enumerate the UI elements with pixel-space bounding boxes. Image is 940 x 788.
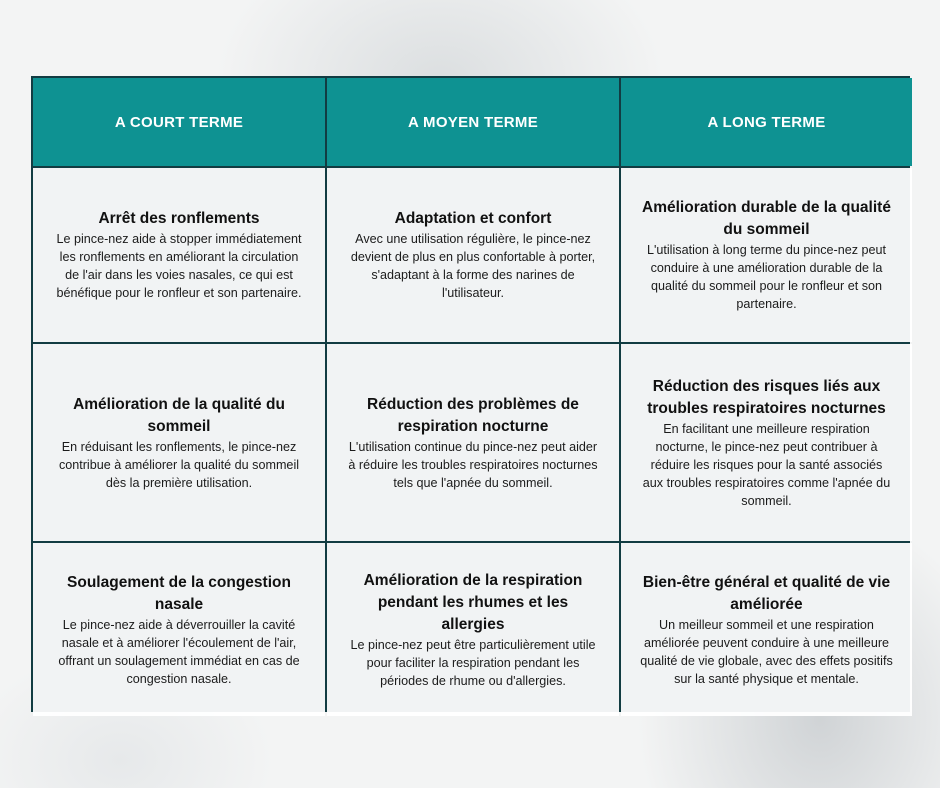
cell-title: Réduction des risques liés aux troubles respiratoires nocturnes — [647, 377, 886, 417]
cell-text: L'utilisation continue du pince-nez peut aider à réduire les troubles respiratoires nocturnes tels que l'apnée du sommeil. — [348, 439, 598, 490]
table-cell — [33, 168, 325, 342]
table-cell — [621, 168, 912, 342]
header-long-term: A LONG TERME — [621, 78, 912, 166]
table-cell — [327, 344, 619, 541]
cell-title: Amélioration de la qualité du sommeil — [73, 395, 285, 435]
cell-title: Bien-être général et qualité de vie améliorée — [642, 573, 891, 613]
cell-text: Le pince-nez aide à déverrouiller la cavité nasale et à améliorer l'écoulement de l'air, offrant un soulagement immédiat en cas de congestion nasale. — [58, 617, 300, 686]
cell-title: Arrêt des ronflements — [98, 210, 260, 227]
header-medium-term: A MOYEN TERME — [327, 78, 619, 166]
cell-text: En facilitant une meilleure respiration nocturne, le pince-nez peut contribuer à réduire les risques pour la santé associés aux troubles respiratoires comme l'apnée du sommeil. — [642, 421, 891, 508]
cell-title: Adaptation et confort — [394, 210, 552, 227]
table-cell — [621, 344, 912, 541]
cell-title: Soulagement de la congestion nasale — [67, 573, 291, 613]
cell-text: L'utilisation à long terme du pince-nez peut conduire à une amélioration durable de la qualité du sommeil pour le ronfleur et son partenaire. — [646, 243, 887, 311]
cell-title: Réduction des problèmes de respiration nocturne — [367, 395, 579, 435]
cell-text: Avec une utilisation régulière, le pince-nez devient de plus en plus confortable à porter, s'adaptant à la forme des narines de l'utilisateur. — [350, 232, 596, 300]
header-short-term: A COURT TERME — [33, 78, 325, 166]
cell-text: Un meilleur sommeil et une respiration améliorée peuvent conduire à une meilleure qualité de vie globale, avec des effets positifs sur la santé physique et mentale. — [640, 617, 893, 686]
cell-text: Le pince-nez aide à stopper immédiatement les ronflements en améliorant la circulation de l'air dans les voies nasales, ce qui est bénéfique pour le ronfleur et son partenaire. — [56, 232, 302, 300]
table-cell — [33, 543, 325, 716]
table-cell — [33, 344, 325, 541]
cell-title: Amélioration durable de la qualité du sommeil — [642, 199, 891, 238]
cell-title: Amélioration de la respiration pendant les rhumes et les allergies — [363, 571, 583, 633]
table-cell — [327, 543, 619, 716]
benefits-table — [31, 76, 910, 712]
table-cell — [621, 543, 912, 716]
cell-text: En réduisant les ronflements, le pince-nez contribue à améliorer la qualité du sommeil dès la première utilisation. — [58, 439, 300, 490]
table-cell — [327, 168, 619, 342]
cell-text: Le pince-nez peut être particulièrement utile pour faciliter la respiration pendant les périodes de rhume ou d'allergies. — [350, 637, 596, 688]
